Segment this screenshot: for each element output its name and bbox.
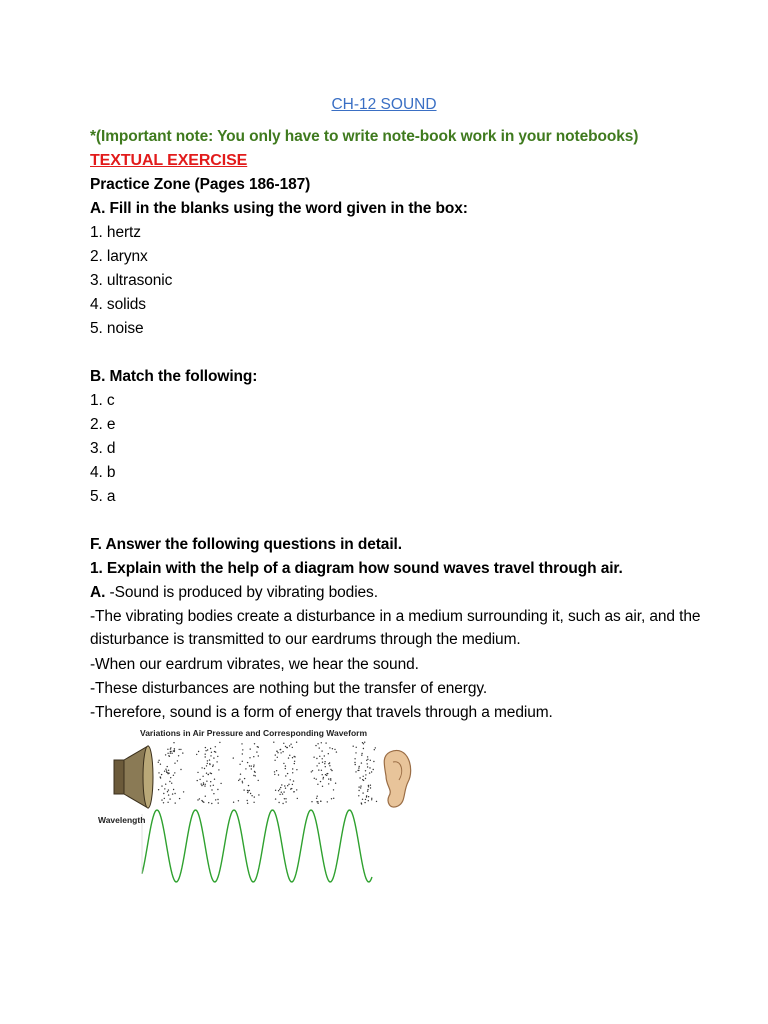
list-item: 2. e	[90, 416, 116, 433]
wavelength-label: Wavelength	[98, 815, 146, 825]
answer-line: -When our eardrum vibrates, we hear the sound.	[90, 656, 419, 673]
question-1: 1. Explain with the help of a diagram how sound waves travel through air.	[90, 560, 623, 577]
list-item: 1. hertz	[90, 224, 141, 241]
answer-line: -The vibrating bodies create a disturbance in a medium surrounding it, such as air, and the	[90, 608, 701, 625]
answer-line: disturbance is transmitted to our eardrums through the medium.	[90, 631, 521, 648]
ear-icon	[384, 750, 410, 807]
list-item: 2. larynx	[90, 248, 148, 265]
section-heading: TEXTUAL EXERCISE	[90, 152, 248, 169]
diagram-title: Variations in Air Pressure and Corresponding Waveform	[140, 728, 368, 738]
list-item: 5. noise	[90, 320, 144, 337]
air-particles	[158, 742, 378, 805]
part-f-heading: F. Answer the following questions in detail.	[90, 536, 402, 553]
part-a-heading: A. Fill in the blanks using the word given in the box:	[90, 200, 468, 217]
sound-wave-diagram	[90, 724, 420, 884]
chapter-title: CH-12 SOUND	[331, 96, 437, 113]
part-b-heading: B. Match the following:	[90, 368, 258, 385]
list-item: 4. solids	[90, 296, 146, 313]
important-note: *(Important note: You only have to write note-book work in your notebooks)	[90, 128, 639, 145]
answer-line: -Therefore, sound is a form of energy that travels through a medium.	[90, 704, 553, 721]
answer-label: A.	[90, 584, 106, 601]
waveform	[142, 810, 372, 882]
list-item: 4. b	[90, 464, 116, 481]
list-item: 1. c	[90, 392, 115, 409]
answer-line	[90, 583, 378, 603]
practice-zone-heading: Practice Zone (Pages 186-187)	[90, 176, 311, 193]
list-item: 3. ultrasonic	[90, 272, 173, 289]
speaker-icon	[114, 746, 153, 808]
answer-text: -Sound is produced by vibrating bodies.	[109, 584, 378, 601]
answer-line: -These disturbances are nothing but the transfer of energy.	[90, 680, 488, 697]
list-item: 3. d	[90, 440, 116, 457]
list-item: 5. a	[90, 488, 116, 505]
